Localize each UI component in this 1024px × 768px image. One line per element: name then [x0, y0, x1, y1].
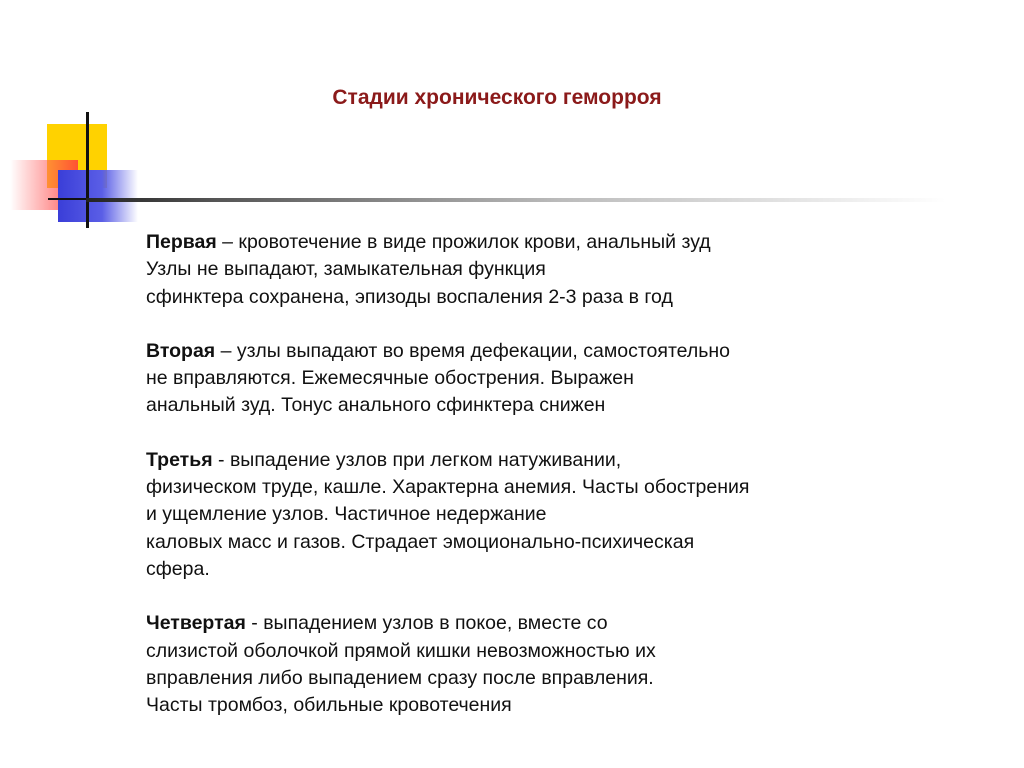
stage-line: и ущемление узлов. Частичное недержание [146, 503, 547, 526]
stage-line: сфинктера сохранена, эпизоды воспаления 2-3 раза в год [146, 285, 673, 308]
stage-separator: - [245, 612, 264, 635]
stage-line: узлы выпадают во время дефекации, самостоятельно [236, 339, 731, 362]
stage-line: анальный зуд. Тонус анального сфинктера снижен [146, 394, 606, 417]
stage-first-line [146, 338, 906, 365]
stage-name: Третья [146, 448, 213, 471]
stage-line: выпадение узлов при легком натуживании, [229, 448, 622, 471]
decor-blue-square [58, 170, 138, 222]
stage-separator: - [212, 448, 230, 471]
stage-separator: – [215, 339, 237, 362]
stage-line: физическом труде, кашле. Характерна анемия. Часты обострения [146, 476, 750, 499]
stage-first-line [146, 447, 906, 474]
stage-line: Часты тромбоз, обильные кровотечения [146, 694, 512, 717]
stage-paragraph [146, 338, 906, 420]
decor-vertical-line [86, 112, 89, 228]
stage-line: не вправляются. Ежемесячные обострения. Выражен [146, 367, 634, 390]
stage-paragraph [146, 229, 906, 311]
stage-first-line [146, 229, 906, 256]
stage-name: Четвертая [146, 612, 246, 635]
stage-line: выпадением узлов в покое, вместе со [263, 612, 608, 635]
slide-title [0, 86, 1024, 110]
stage-paragraph [146, 610, 906, 719]
stage-line: сфера. [146, 557, 210, 580]
stage-name: Вторая [146, 339, 216, 362]
stage-paragraph [146, 447, 906, 583]
stages-list [146, 229, 906, 746]
stage-line: каловых масс и газов. Страдает эмоционально-психическая [146, 530, 695, 553]
stage-line: вправления либо выпадением сразу после вправления. [146, 666, 654, 689]
stage-name: Первая [146, 231, 217, 253]
stage-first-line [146, 610, 906, 637]
decor-horizontal-line [86, 198, 946, 202]
stage-line: кровотечение в виде прожилок крови, анальный зуд [238, 231, 711, 253]
stage-line: Узлы не выпадают, замыкательная функция [146, 258, 546, 281]
slide-title-text: Стадии хронического геморроя [332, 86, 662, 109]
stage-separator: – [216, 231, 239, 253]
stage-line: слизистой оболочкой прямой кишки невозможностью их [146, 639, 656, 662]
